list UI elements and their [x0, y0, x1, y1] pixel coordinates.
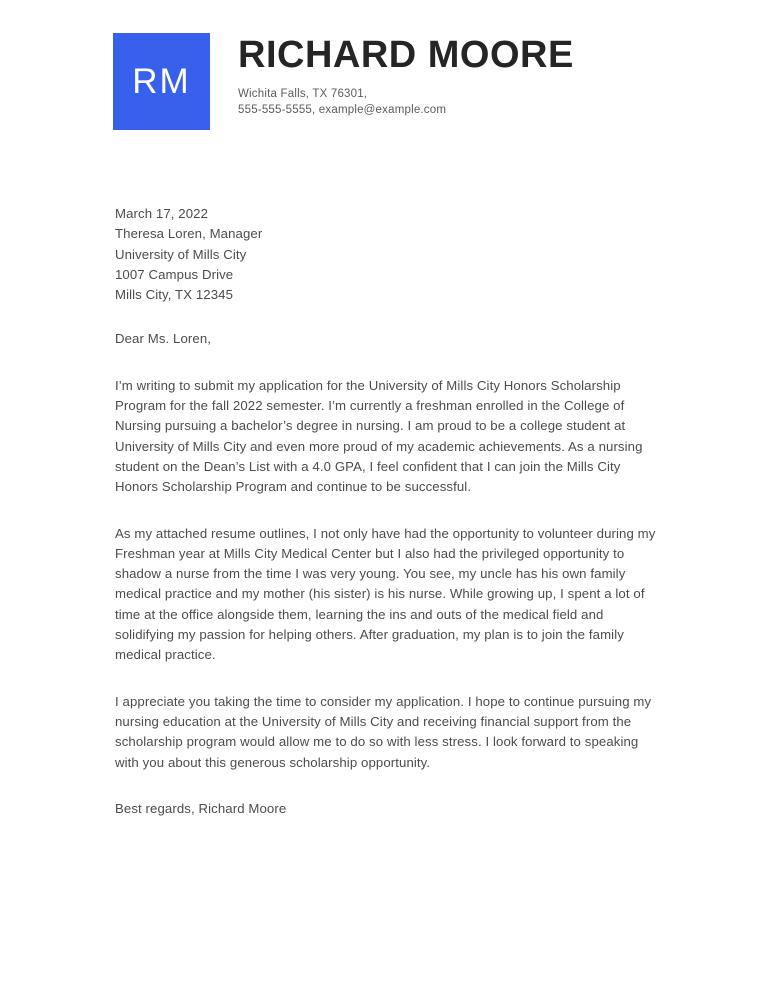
recipient-city-state-zip: Mills City, TX 12345: [115, 287, 234, 303]
paragraph-experience: As my attached resume outlines, I not only have had the opportunity to volunteer during my Freshman year at Mills City Medical Center but I also had the privileged opportunity to shadow a nurse from the time I was very young. You see, my uncle has his own family medical practice and my mother (his sister) is his nurse. While growing up, I spent a lot of time at the office alongside them, learning the ins and outs of the medical field and solidifying my passion for helping others. After graduation, my plan is to join the family medical practice.: [115, 525, 656, 663]
signature-name: Richard Moore: [198, 800, 287, 816]
header-info: [238, 33, 574, 118]
contact-info: [238, 86, 574, 118]
monogram-initials: RM: [132, 61, 191, 101]
recipient-organization: University of Mills City: [115, 246, 247, 262]
paragraph-introduction: I’m writing to submit my application for the University of Mills City Honors Scholarship Program for the fall 2022 semester. I’m currently a freshman enrolled in the College of Nursing pursuing a bachelor’s degree in nursing. I am proud to be a college student at University of Mills City and even more proud of my academic achievements. As a nursing student on the Dean’s List with a 4.0 GPA, I feel confident that I can join the Mills City Honors Scholarship Program and continue to be successful.: [115, 377, 643, 495]
date-and-recipient-block: [115, 204, 660, 305]
applicant-name-heading: RICHARD MOORE: [238, 34, 574, 76]
contact-phone-email: 555-555-5555, example@example.com: [238, 104, 447, 116]
closing-block: [115, 799, 660, 819]
recipient-name: Theresa Loren, Manager: [115, 226, 263, 242]
closing-phrase: Best regards,: [115, 800, 195, 816]
salutation: Dear Ms. Loren,: [115, 331, 212, 347]
letter-body: [0, 204, 768, 819]
letter-paragraphs: [115, 376, 660, 773]
letter-date: March 17, 2022: [115, 206, 209, 221]
monogram-badge: [113, 33, 210, 130]
recipient-street: 1007 Campus Drive: [115, 266, 234, 282]
contact-location: Wichita Falls, TX 76301,: [238, 88, 368, 100]
letter-header: [0, 0, 768, 130]
paragraph-conclusion: I appreciate you taking the time to consider my application. I hope to continue pursuing my nursing education at the University of Mills City and receiving financial support from the scholarship program would allow me to do so with less stress. I look forward to speaking with you about this generous scholarship opportunity.: [115, 693, 652, 770]
